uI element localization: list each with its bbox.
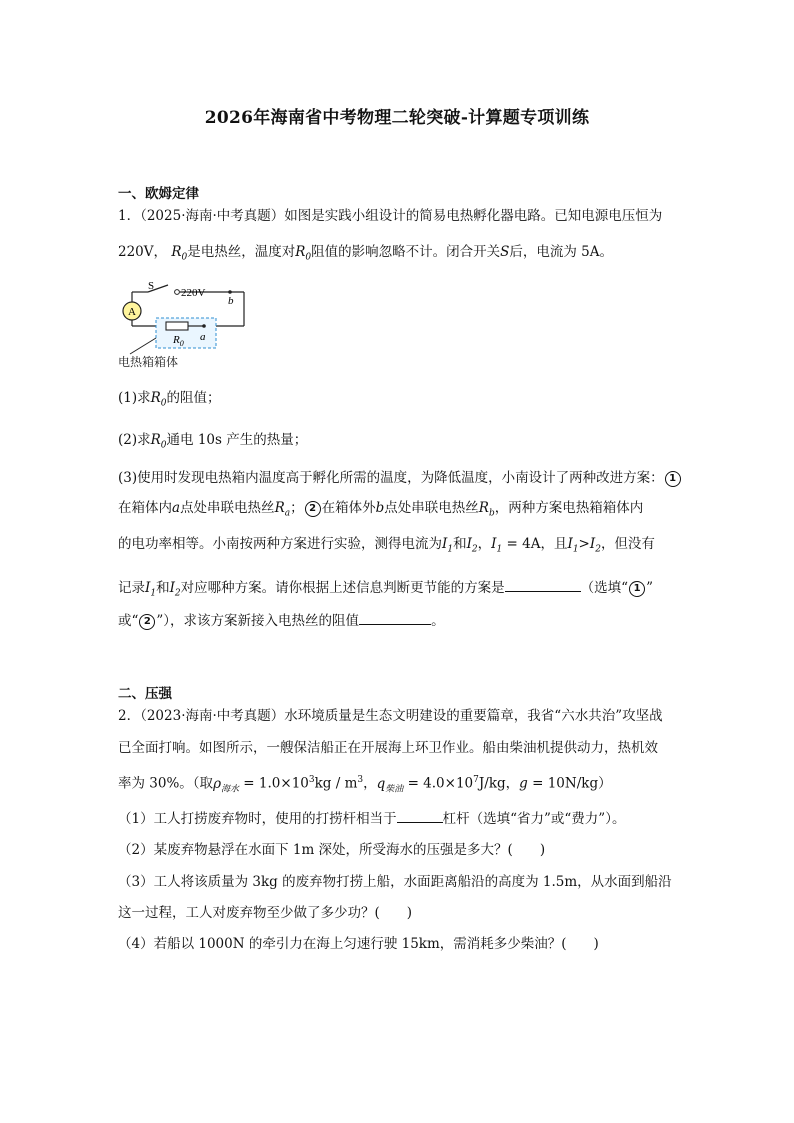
- ammeter-label: A: [128, 306, 136, 318]
- q1-line-1: [118, 206, 662, 226]
- q2-sub4: （4）若船以 1000N 的牵引力在海上匀速行驶 15km，需消耗多少柴油？( ): [118, 936, 599, 952]
- circle-1-icon: 1: [629, 581, 645, 597]
- q1-stem-text: 后，电流为 5A。: [509, 244, 614, 260]
- q1-part2: (2)求$R_0$通电 10s 产生的热量；: [118, 432, 308, 451]
- circle-1-icon: 1: [665, 471, 681, 487]
- r0-symbol: $R_0$: [150, 432, 167, 451]
- r0-symbol: $R_0$: [150, 390, 167, 409]
- q2-sub2: （2）某废弃物悬浮在水面下 1m 深处，所受海水的压强是多大？( ): [118, 842, 546, 858]
- q1-part3-line5: 或“ 2 ”），求该方案新接入电热丝的阻值 。: [118, 610, 445, 631]
- circle-2-icon: 2: [305, 501, 321, 517]
- r0-symbol: $R_0$: [171, 244, 188, 263]
- q1-line-2: [118, 242, 613, 268]
- box-label: 电热箱箱体: [118, 355, 179, 369]
- q1-stem-text: 如图是实践小组设计的简易电热孵化器电路。已知电源电压恒为: [284, 208, 663, 224]
- q1-part1: (1)求$R_0$的阻值；: [118, 390, 221, 409]
- switch-symbol: S: [500, 244, 510, 260]
- q2-sub1: （1）工人打捞废弃物时，使用的打捞杆相当于 杠杆（选填“省力”或“费力”）。: [118, 808, 625, 829]
- q1-voltage-text: 220V，: [118, 244, 168, 260]
- q2-sub3-line2: 这一过程，工人对废弃物至少做了多少功？( ): [118, 905, 413, 921]
- q2-line-3: 率为 30%。（取$\rho_{海水} = 1.0\times 10^3kg / m^3$，$q_{柴油} = 4.0\times 10^7J/kg$，g = 10N/kg）: [118, 775, 612, 795]
- q2-line-1: 2．（2023·海南·中考真题）水环境质量是生态文明建设的重要篇章，我省“六水共治”攻坚战: [118, 708, 663, 724]
- answer-blank-3[interactable]: [397, 808, 443, 823]
- circle-2-icon: 2: [139, 614, 155, 630]
- q1-source: （2025·海南·中考真题）: [140, 208, 285, 224]
- voltage-label: 220V: [181, 287, 206, 299]
- circuit-diagram: [118, 280, 258, 370]
- q1-stem-text: 是电热丝，温度对: [187, 244, 296, 260]
- r0-symbol: $R_0$: [295, 244, 312, 263]
- q1-part3-line1: (3)使用时发现电热箱内温度高于孵化所需的温度，为降低温度，小南设计了两种改进方案： 1: [118, 468, 682, 488]
- answer-blank-1[interactable]: [505, 577, 581, 592]
- page-title: 2026年海南省中考物理二轮突破-计算题专项训练: [204, 108, 590, 128]
- resistor-icon: [166, 322, 188, 330]
- resistor-label: $R_0$: [173, 334, 184, 348]
- q2-line-2: 已全面打响。如图所示，一艘保洁船正在开展海上环卫作业。船由柴油机提供动力，热机效: [118, 740, 658, 756]
- point-b-label: b: [228, 295, 234, 307]
- switch-label: S: [148, 280, 155, 292]
- q1-part3-line4: 记录$I_1$和$I_2$对应哪种方案。请你根据上述信息判断更节能的方案是 （选填“ 1 ”: [118, 577, 653, 604]
- q1-number: 1．: [118, 208, 141, 224]
- q1-stem-text: 阻值的影响忽略不计。闭合开关: [311, 244, 501, 260]
- section-heading-pressure: 二、压强: [118, 686, 172, 702]
- answer-blank-2[interactable]: [359, 610, 431, 625]
- section-heading-ohms-law: 一、欧姆定律: [118, 186, 199, 202]
- q1-part3-line2: 在箱体内a点处串联电热丝$R_a$； 2 在箱体外b点处串联电热丝$R_b$，两种方案电热箱箱体内: [118, 500, 644, 519]
- point-a-label: a: [200, 331, 206, 343]
- q2-sub3-line1: （3）工人将该质量为 3kg 的废弃物打捞上船，水面距离船沿的高度为 1.5m，从水面到船沿: [118, 874, 672, 890]
- q1-part3-line3: 的电功率相等。小南按两种方案进行实验，测得电流为$I_1$和$I_2$，$I_1 = 4A$，且$I_1>I_2$，但没有: [118, 536, 655, 555]
